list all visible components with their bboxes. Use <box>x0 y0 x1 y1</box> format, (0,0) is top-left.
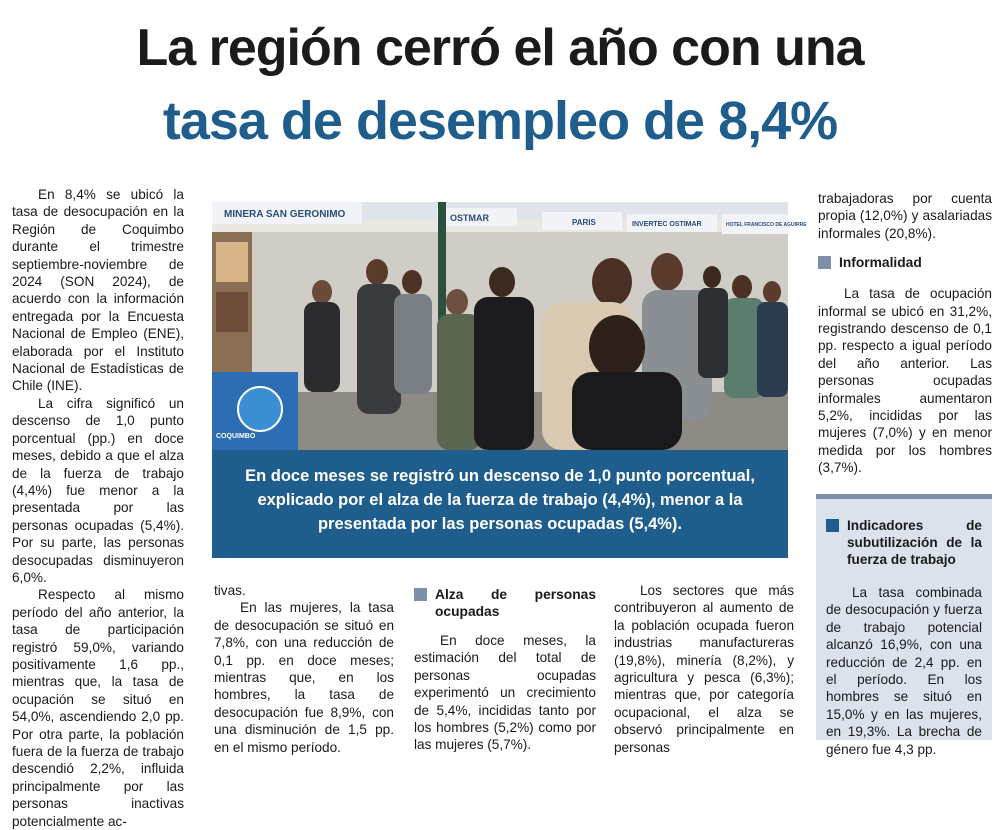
col5-paragraph-1: trabajadoras por cuenta propia (12,0%) y asalariadas informales (20,8%). <box>818 191 992 241</box>
article-column-1 <box>12 186 184 830</box>
subheading-subutilizacion <box>826 517 982 568</box>
article-column-2 <box>214 582 394 756</box>
col1-paragraph-2: La cifra significó un descenso de 1,0 punto porcentual (pp.) en doce meses, debido a que el alza de la fuerza de trabajo (4,4%) fue menor a la presentada por las personas ocupadas (5,4%). Por su parte, las personas desocupadas disminuyeron 6,0%. <box>12 395 184 585</box>
article-column-4 <box>614 582 794 756</box>
col1-paragraph-1: En 8,4% se ubicó la tasa de desocupación en la Región de Coquimbo durante el trimestre septiembre-noviembre de 2024 (SON 2024), de acuerdo con la información entregada por la Encuesta Nacional de Empleo (ENE), elaborada por el Instituto Nacional de Estadísticas de Chile (INE). <box>12 187 184 394</box>
headline-line-2: tasa de desempleo de 8,4% <box>162 91 838 151</box>
subheading-text: Alza de personas ocupadas <box>435 587 596 619</box>
crowd-at-job-fair-image <box>212 202 807 450</box>
square-bullet-icon <box>818 256 831 269</box>
booth-sign-minera: MINERA SAN GERONIMO <box>224 209 346 220</box>
booth-sign-hotel: HOTEL FRANCISCO DE AGUIRRE <box>726 222 807 228</box>
col1-paragraph-3: Respecto al mismo período del año anterior, la tasa de participación registró 59,0%, variando positivamente 1,6 pp., mientras que, la tasa de ocupación se situó en 54,0%, ascendiendo 2,0 pp. Por otra parte, la población fuera de la fuerza de trabajo descendió 2,2%, influida principalmente por las personas inactivas potencialmente ac- <box>12 587 184 829</box>
banner-coquimbo: COQUIMBO <box>216 433 256 440</box>
news-photo <box>212 202 807 450</box>
subheading-informalidad <box>818 254 992 271</box>
col4-paragraph-1: Los sectores que más contribuyeron al aumento de la población ocupada fueron industrias manufactureras (19,8%), minería (8,2%), y agricultura y pesca (6,3%); mientras que, por categoría ocupacional, el alza se observó principalmente en personas <box>614 583 794 755</box>
col2-paragraph-2: En las mujeres, la tasa de desocupación se situó en 7,8%, con una reducción de 0,1 pp. en doce meses; mientras que, en los hombres, la tasa de desocupación fue 8,9%, con una disminución de 1,5 pp. en el mismo período. <box>214 600 394 755</box>
subutilization-sidebar-box <box>816 494 992 757</box>
sidebox-paragraph-1: La tasa combinada de desocupación y fuerza de trabajo potencial alcanzó 16,9%, con una reducción de 2,4 pp. en el período. En los hombres se situó en 15,0% y en las mujeres, en 19,3%. La brecha de género fue 4,3 pp. <box>826 585 982 757</box>
headline-line-1: La región cerró el año con una <box>136 19 864 77</box>
col2-paragraph-1: tivas. <box>214 583 246 598</box>
booth-sign-ostmar: OSTMAR <box>450 213 489 223</box>
square-bullet-icon <box>414 588 427 601</box>
booth-sign-invertec: INVERTEC OSTIMAR <box>632 221 702 228</box>
photo-caption: En doce meses se registró un descenso de 1,0 punto porcentual, explicado por el alza de la fuerza de trabajo (4,4%), menor a la presentada por las personas ocupadas (5,4%). <box>212 450 788 558</box>
subheading-text: Informalidad <box>839 255 922 271</box>
square-bullet-icon <box>826 519 839 532</box>
article-column-3 <box>414 582 596 754</box>
booth-sign-paris: PARIS <box>572 218 596 227</box>
col5-paragraph-2: La tasa de ocupación informal se ubicó en 31,2%, registrando descenso de 0,1 pp. respecto a igual período del año anterior. Las personas ocupadas informales aumentaron 5,2%, incididas por las mujeres (7,0%) y en menor medida por los hombres (3,7%). <box>818 286 992 476</box>
article-column-5 <box>818 190 992 477</box>
col3-paragraph-1: En doce meses, la estimación del total de personas ocupadas experimentó un crecimiento de 5,4%, incididas tanto por los hombres (5,2%) como por las mujeres (5,7%). <box>414 633 596 753</box>
subheading-text: Indicadores de subutilización de la fuerza de trabajo <box>847 518 982 567</box>
subheading-alza-ocupadas <box>414 586 596 620</box>
